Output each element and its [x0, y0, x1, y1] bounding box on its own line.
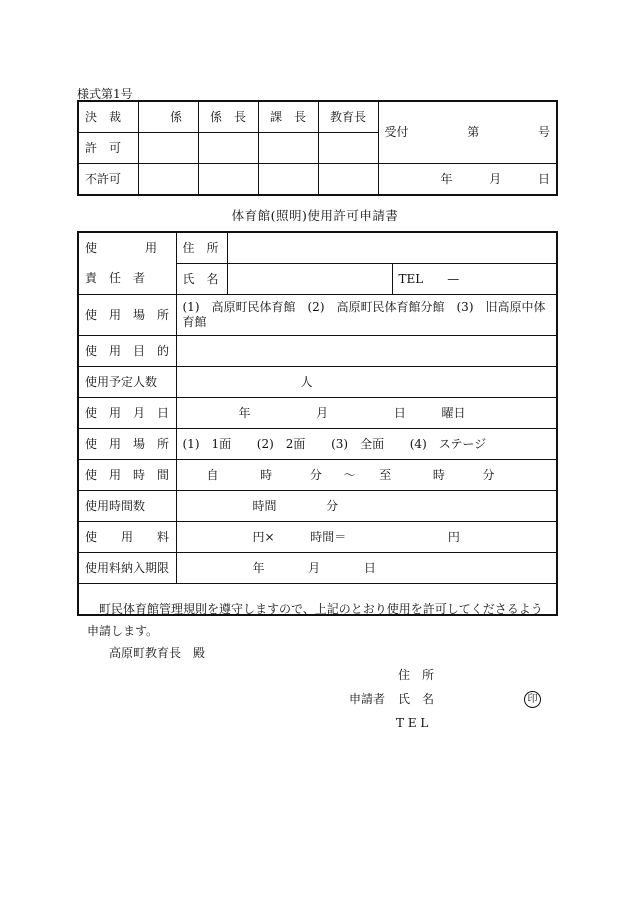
applicant-label: 申請者	[349, 692, 386, 706]
applicant-tel-label: T E L	[396, 716, 429, 730]
time-label: 使 用 時 間	[78, 460, 176, 491]
approval-sign-box[interactable]	[258, 133, 318, 164]
applicant-name-label: 氏 名	[398, 692, 435, 706]
seal-icon	[524, 691, 541, 708]
area-option-4[interactable]: (4) ステージ	[409, 436, 487, 451]
date-input[interactable]	[176, 398, 557, 429]
approval-row-kyoka: 許 可	[78, 133, 138, 164]
fee-yen: 円	[447, 529, 460, 544]
approval-header-kyoikucho: 教育長	[318, 101, 378, 133]
date-month: 月	[316, 405, 329, 420]
responsible-label-bottom: 責 任 者	[78, 264, 176, 295]
approval-header-kessai: 決 裁	[78, 101, 138, 133]
time-to: 至	[379, 467, 392, 482]
name-input[interactable]	[227, 264, 392, 295]
area-option-3[interactable]: (3) 全面	[331, 436, 385, 451]
approval-table	[77, 100, 558, 196]
document-title: 体育館(照明)使用許可申請書	[231, 208, 399, 223]
area-options[interactable]	[176, 429, 557, 460]
tel-input[interactable]: TEL —	[392, 264, 557, 295]
responsible-label-top: 使 用	[78, 232, 176, 264]
approval-sign-box[interactable]	[138, 164, 198, 196]
date-day: 日	[393, 405, 406, 420]
receipt-label: 受付	[384, 125, 409, 139]
approval-sign-box[interactable]	[318, 164, 378, 196]
approval-header-kakaricho: 係 長	[198, 101, 258, 133]
approval-sign-box[interactable]	[198, 164, 258, 196]
purpose-input[interactable]	[176, 336, 557, 367]
name-label: 氏 名	[176, 264, 227, 295]
time-hour-1: 時	[260, 467, 273, 482]
place-options[interactable]: (1) 高原町民体育館 (2) 高原町民体育館分館 (3) 旧高原中体育館	[176, 295, 557, 336]
hours-label: 使用時間数	[78, 491, 176, 522]
fee-hours-equals: 時間＝	[310, 529, 347, 544]
people-input[interactable]	[176, 367, 557, 398]
deadline-input[interactable]	[176, 553, 557, 584]
approval-sign-box[interactable]	[198, 133, 258, 164]
approval-date-month: 月	[489, 171, 502, 186]
approval-row-fukyoka: 不許可	[78, 164, 138, 196]
deadline-label: 使用料納入期限	[78, 553, 176, 584]
time-from: 自	[206, 467, 219, 482]
time-tilde: ～	[343, 467, 356, 482]
receipt-cell	[378, 101, 557, 164]
application-statement-cell	[78, 584, 557, 730]
approval-header-kacho: 課 長	[258, 101, 318, 133]
applicant-address-label: 住 所	[398, 668, 435, 682]
time-minute-1: 分	[309, 467, 322, 482]
area-label: 使 用 場 所	[78, 429, 176, 460]
area-option-2[interactable]: (2) 2面	[256, 436, 306, 451]
approval-date-year: 年	[440, 171, 453, 186]
date-label: 使 用 月 日	[78, 398, 176, 429]
application-statement: 町民体育館管理規則を遵守しますので、上記のとおり使用を許可してくださるよう申請します。	[87, 602, 543, 638]
address-label: 住 所	[176, 232, 227, 264]
receipt-no-suffix: 号	[537, 125, 550, 139]
people-unit: 人	[300, 374, 313, 389]
deadline-year: 年	[252, 560, 265, 575]
time-input[interactable]	[176, 460, 557, 491]
application-table	[77, 231, 558, 730]
purpose-label: 使 用 目 的	[78, 336, 176, 367]
fee-yen-times: 円×	[252, 529, 275, 544]
fee-label: 使 用 料	[78, 522, 176, 553]
form-number: 様式第1号	[77, 87, 133, 101]
approval-sign-box[interactable]	[318, 133, 378, 164]
area-option-1[interactable]: (1) 1面	[182, 436, 232, 451]
approval-date-day: 日	[537, 171, 550, 186]
seal-mark: 印	[524, 691, 541, 708]
receipt-no-label: 第	[467, 125, 480, 139]
hours-minute: 分	[326, 498, 339, 513]
place-label: 使 用 場 所	[78, 295, 176, 336]
approval-date-cell	[378, 164, 557, 196]
date-year: 年	[238, 405, 251, 420]
approval-sign-box[interactable]	[258, 164, 318, 196]
time-hour-2: 時	[432, 467, 445, 482]
approval-header-kakari: 係	[138, 101, 198, 133]
approval-sign-box[interactable]	[138, 133, 198, 164]
date-weekday: 曜日	[441, 405, 466, 420]
hours-hour: 時間	[252, 498, 277, 513]
deadline-month: 月	[308, 560, 321, 575]
time-minute-2: 分	[482, 467, 495, 482]
deadline-day: 日	[363, 560, 376, 575]
hours-input[interactable]	[176, 491, 557, 522]
fee-input[interactable]	[176, 522, 557, 553]
address-input[interactable]	[227, 232, 557, 264]
people-label: 使用予定人数	[78, 367, 176, 398]
addressee: 高原町教育長 殿	[109, 646, 206, 660]
